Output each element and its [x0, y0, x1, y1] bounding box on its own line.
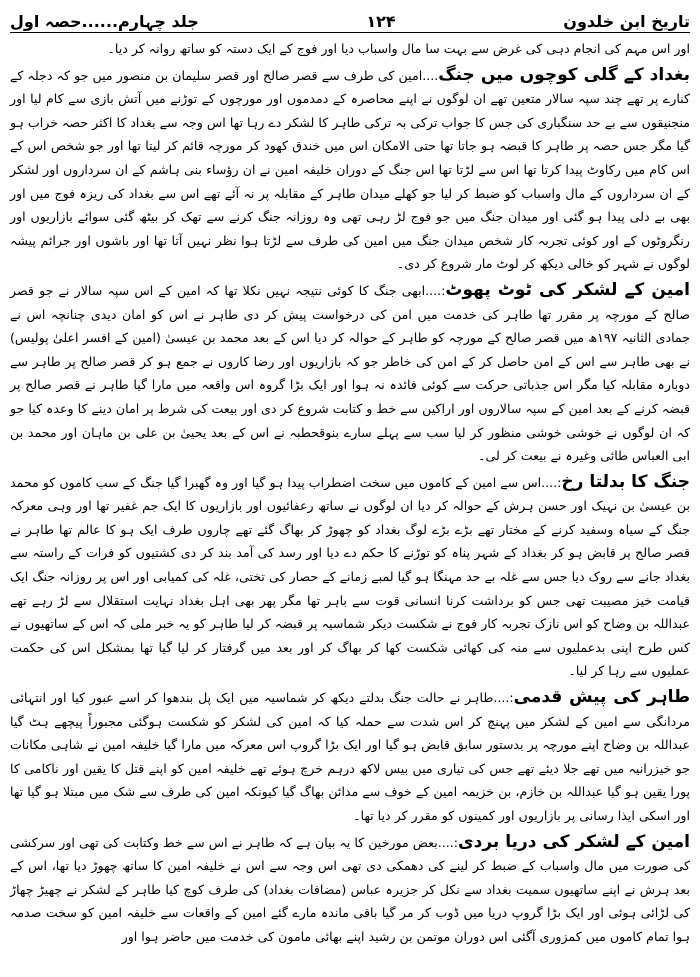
section-heading: بغداد کے گلی کوچوں میں جنگ	[438, 64, 690, 85]
paragraph-3	[10, 279, 690, 468]
paragraph-5	[10, 686, 690, 828]
heading-lead: :....طاہر نے حالت جنگ بدلتے دیکھ کر شماسیہ میں ایک پل بندھوا کر اسے عبور کیا اور انتہائی مردانگی سے امین کے	[10, 690, 690, 729]
volume-label: جلد چہارم......حصہ اول	[10, 12, 199, 31]
heading-lead: :....ابھی جنگ کا کوئی نتیجہ نہیں نکلا تھا کہ امین کے اس سپہ سالار نے جو قصر صالح کے مورچہ پر مقرر تھا طاہر	[10, 282, 690, 322]
heading-lead: ....امین کی طرف سے قصر صالح اور قصر سلیمان بن منصور میں جو کہ دجلہ کے کنارے پر تھے چند سپہ	[10, 67, 690, 107]
section-heading: امین کے لشکر کی ٹوٹ پھوٹ	[445, 279, 690, 300]
section-heading: طاہر کی پیش قدمی	[513, 687, 690, 708]
paragraph-text: کی خدمت میں امن کی درخواست پیش کر دی طاہر نے اس کو امان دیدی چنانچہ اس نے جمادی الثانیہ ۱۹۷ھ میں قصر صالح کے مورچہ کو طاہر کے حوالہ کر دیا اس کے بعد محمد بن عیسیٰ (امین کے افسر اعلیٰ پولیس) نے بھی طاہر سے اس کے امن حاصل کر کے امن کی خاطر جو کہ بازاریوں اور رضا کاروں نے جمع ہو کر قصر صالح پر طاہر سے دوبارہ مقابلہ کیا مگر اس جذباتی حرکت سے کوئی فائدہ نہ ہوا اور ایک بڑا گروہ اس واقعہ میں مارا گیا طاہر نے قصر صالح پر قبضہ کرنے کے بعد امین کے سپہ سالاروں اور اراکین سے خط و کتابت شروع کر دی اور بیعت کی شرط پر امان دینے کا وعدہ کیا جو کہ ان لوگوں نے خوشی خوشی منظور کر لیا سب سے پہلے سارے بنوقحطبہ نے اس کے بعد یحییٰ بن علی بن ماہان اور محمد بن ابی العباس طائی وغیرہ نے بیعت کر لی۔	[10, 306, 691, 464]
paragraph-6	[10, 831, 690, 949]
heading-lead: :....بعض مورخین کا یہ بیان ہے کہ طاہر نے اس سے خط وکتابت کی تھی اور سرکشی کی صورت میں مال واسباب	[10, 834, 690, 874]
section-heading: جنگ کا بدلتا رخ	[561, 471, 690, 492]
paragraph-text: اور اس مہم کی انجام دہی کی غرض سے بہت سا مال واسباب دیا اور فوج کے ایک دستہ کو ساتھ روانہ کر دیا۔	[107, 41, 690, 56]
book-title: تاریخ ابن خلدون	[563, 12, 690, 31]
paragraph-text: اور حسن ہرش کے حوالہ کر دیا ان لوگوں نے ساتھ رعفائیوں اور بازاریوں کا ایک جم غفیر تھا اور وہی معرکہ جنگ کے سیاہ وسفید کرنے کے مختار تھے بڑے بڑے لوگ بغداد کو چھوڑ کر بھاگ گئے تھے چاروں طرف ایک ہو کا عالم تھا طاہر نے قصر صالح پر قابض ہو کر بغداد کے شہر پناہ کو توڑنے کا حکم دے دیا اور رسد کی آمد بند کر دی کشتیوں کو فرات کے راستہ سے بغداد جانے سے روک دیا جس سے غلہ بے حد مہنگا ہو گیا لمبے زمانے کے حصار کی تختی، غلہ کی کمیابی اور اس پر روزانہ جنگ ایک قیامت خیز مصیبت تھی جس کو برداشت کرنا انسانی قوت سے باہر تھا مگر پھر بھی اہل بغداد نہایت استقلال سے لڑ رہے تھے عبداللہ بن وضاح کو اس نازک تجربہ کار فوج نے شکست دیکر شماسیہ پر قبضہ کر لیا طاہر کو یہ خبر ملی کہ اس کے ساتھیوں نے کس طرح اپنی بدعملیوں سے منہ کی کھائی شکست کھا کر بھاگ کر اور بعد میں گرفتار کر لیا گیا تھا بمشکل اس کی حکمت عملیوں سے رہا کر لیا۔	[10, 498, 690, 679]
paragraph-text: سالار متعین تھے ان لوگوں نے اپنے محاصرہ کے دمدموں اور مورچوں کے توڑنے میں آتش بازی سے کام لیا اور منجنیقوں سے بے حد سنگباری کی جس کا جواب ترکی بہ ترکی طاہر کا لشکر دے رہا تھا اس وجہ سے بغداد کا اکثر حصہ خراب ہو گیا مگر جس حصہ پر طاہر کا قبضہ ہو جاتا تھا حتی الامکان اس میں خندق کھود کر مورچہ قائم کر لیتا تھا اور جو شخص اس کے اس کام میں رکاوٹ پیدا کرتا تھا اس سے لڑتا تھا اس جنگ کے دوران خلیفہ امین نے ان رؤساء بنی ہاشم کے ان سرداروں اور لشکر کے ان سرداروں کے مال واسباب کو ضبط کر لیا جو کھلے میدان طاہر کے مقابلہ پر نہ آئے تھے اس سے بغداد کی ریزہ فوج میں اور بھی بے دلی پیدا ہو گئی اور میدان جنگ میں جو فوج لڑ رہی تھی وہ روزانہ جنگ کرنے سے تھک کر بیٹھ گئی سوائے بازاریوں اور رنگروٹوں کے اور کوئی تجربہ کار شخص میدان جنگ میں امین کی طرف سے لڑتا ہوا نظر نہیں آتا تھا اور باشوں اور جرائم پیشہ لوگوں نے شہر کو خالی دیکھ کر لوٹ مار شروع کر دی۔	[10, 91, 690, 272]
paragraph-2	[10, 64, 690, 276]
page-number: ۱۲۴	[366, 12, 396, 31]
section-heading: امین کے لشکر کی دریا بردی	[458, 831, 690, 852]
paragraph-text: کے ضبط کر لینے کی دھمکی دی تھی اس وجہ سے اس نے خلیفہ امین کا ساتھ چھوڑ دیا تھا، اس کے بعد ہرش نے اپنے ساتھیوں سمیت بغداد سے نکل کر جزیرہ عباس (مضافات بغداد) کی طرف کوچ کیا طاہر کے لشکر نے چھیڑ چھاڑ کی لڑائی ہوئی اور ایک بڑا گروپ دریا میں ڈوب کر مر گیا باقی ماندہ مارے گئے امین کے واقعات سے خلیفہ امین کو سخت صدمہ ہوا تمام کاموں میں کمزوری آگئی اس دوران موتمن بن رشید اپنے بھائی مامون کی خدمت میں حاضر ہوا اور	[10, 858, 690, 944]
page-header	[10, 6, 690, 33]
paragraph-1	[10, 37, 690, 61]
paragraph-text: لشکر میں پہنچ کر اس شدت سے حملہ کیا کہ امین کی لشکر کو شکست ہوگئی مجبوراً پیچھے ہٹ گیا عبداللہ بن وضاح اپنے مورچہ پر بدستور سابق قابض ہو گیا اور ایک بڑا گروپ اس معرکہ میں مارا گیا خلیفہ امین نے شاہی مکانات جو خیزرانیہ میں تھے جلا دیئے تھے جس کی تیاری میں بیس لاکھ درہم خرچ ہوئے تھے خلیفہ امین کو اپنے قتل کا یقین اور ناکامی کا پورا یقین ہو گیا عبداللہ بن خازم، بن خزیمہ امین کے خوف سے مدائن بھاگ گیا کیونکہ امین کی طرف سے شک میں مبتلا ہو گیا تھا اور اسکی ایذا رسانی پر بازاریوں اور کمینوں کو مقرر کر دیا تھا۔	[10, 713, 690, 823]
heading-lead: :....اس سے امین کے کاموں میں سخت اضطراب پیدا ہو گیا اور وہ گھبرا گیا جنگ کے سب کاموں کو محمد بن عیسیٰ بن نہیک	[10, 474, 690, 514]
paragraph-4	[10, 471, 690, 683]
